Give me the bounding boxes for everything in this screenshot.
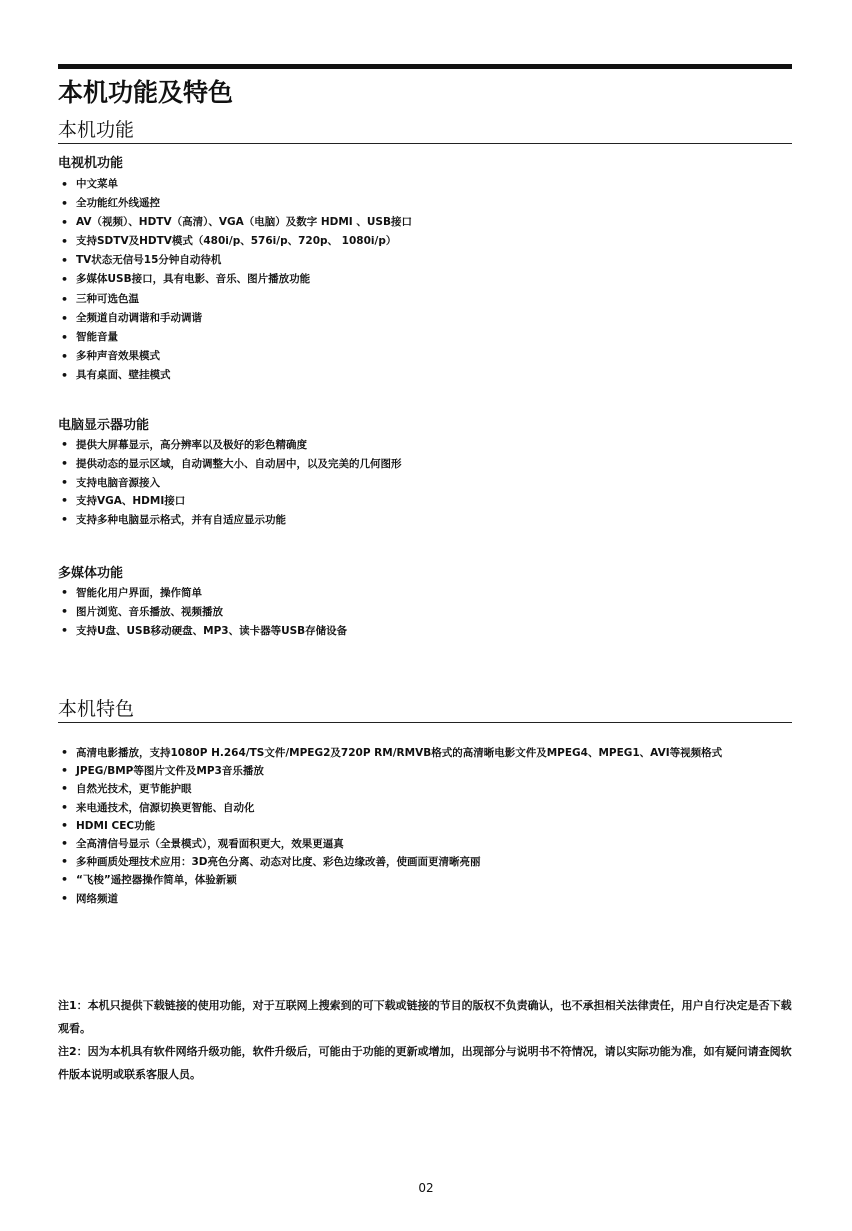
list-item: • 多种声音效果模式 xyxy=(58,347,412,366)
note-1: 注1：本机只提供下载链接的使用功能，对于互联网上搜索到的可下载或链接的节目的版权不负责确认，也不承担相关法律责任，用户自行决定是否下载观看。 xyxy=(58,999,792,1035)
list-item: • 全频道自动调谐和手动调谐 xyxy=(58,309,412,328)
list-item: • 多媒体USB接口，具有电影、音乐、图片播放功能 xyxy=(58,270,412,289)
page-title: 本机功能及特色 xyxy=(58,78,234,107)
list-item: • 全功能红外线遥控 xyxy=(58,194,412,213)
list-item: • 具有桌面、壁挂模式 xyxy=(58,366,412,385)
list-item: • TV状态无信号15分钟自动待机 xyxy=(58,251,412,270)
pc-functions-list xyxy=(58,436,402,530)
features-list xyxy=(58,744,722,908)
list-item: • 三种可选色温 xyxy=(58,290,412,309)
tv-functions-heading: 电视机功能 xyxy=(58,156,124,171)
pc-functions-heading: 电脑显示器功能 xyxy=(58,418,150,433)
list-item: • 全高清信号显示（全景模式），观看面积更大，效果更逼真 xyxy=(58,835,722,853)
list-item: • 来电通技术，信源切换更智能、自动化 xyxy=(58,799,722,817)
list-item: • 自然光技术，更节能护眼 xyxy=(58,780,722,798)
media-functions-heading: 多媒体功能 xyxy=(58,566,124,581)
section-heading-functions: 本机功能 xyxy=(58,118,792,144)
list-item: • 中文菜单 xyxy=(58,175,412,194)
list-item: • 高清电影播放，支持1080P H.264/TS文件/MPEG2及720P RM/RMVB格式的高清晰电影文件及MPEG4、MPEG1、AVI等视频格式 xyxy=(58,744,722,762)
list-item: • JPEG/BMP等图片文件及MP3音乐播放 xyxy=(58,762,722,780)
note-2: 注2：因为本机具有软件网络升级功能，软件升级后，可能由于功能的更新或增加，出现部分与说明书不符情况，请以实际功能为准，如有疑问请查阅软件版本说明或联系客服人员。 xyxy=(58,1045,792,1081)
page-number: 02 xyxy=(418,1181,434,1195)
list-item: • 图片浏览、音乐播放、视频播放 xyxy=(58,603,347,622)
list-item: • 支持U盘、USB移动硬盘、MP3、读卡器等USB存储设备 xyxy=(58,622,347,641)
list-item: • 支持SDTV及HDTV模式（480i/p、576i/p、720p、 1080i/p） xyxy=(58,232,412,251)
list-item: • “飞梭”遥控器操作简单，体验新颖 xyxy=(58,871,722,889)
section-heading-features: 本机特色 xyxy=(58,697,792,723)
list-item: • 支持多种电脑显示格式，并有自适应显示功能 xyxy=(58,511,402,530)
top-rule xyxy=(58,64,792,69)
list-item: • 提供大屏幕显示，高分辨率以及极好的彩色精确度 xyxy=(58,436,402,455)
list-item: • 智能化用户界面，操作简单 xyxy=(58,584,347,603)
list-item: • AV（视频）、HDTV（高清）、VGA（电脑）及数字 HDMI 、USB接口 xyxy=(58,213,412,232)
list-item: • 支持电脑音源接入 xyxy=(58,474,402,493)
list-item: • HDMI CEC功能 xyxy=(58,817,722,835)
notes xyxy=(58,994,792,1086)
list-item: • 网络频道 xyxy=(58,890,722,908)
list-item: • 提供动态的显示区域，自动调整大小、自动居中，以及完美的几何图形 xyxy=(58,455,402,474)
list-item: • 多种画质处理技术应用：3D亮色分离、动态对比度、彩色边缘改善，使画面更清晰亮丽 xyxy=(58,853,722,871)
list-item: • 智能音量 xyxy=(58,328,412,347)
media-functions-list xyxy=(58,584,347,640)
tv-functions-list xyxy=(58,175,412,385)
list-item: • 支持VGA、HDMI接口 xyxy=(58,492,402,511)
